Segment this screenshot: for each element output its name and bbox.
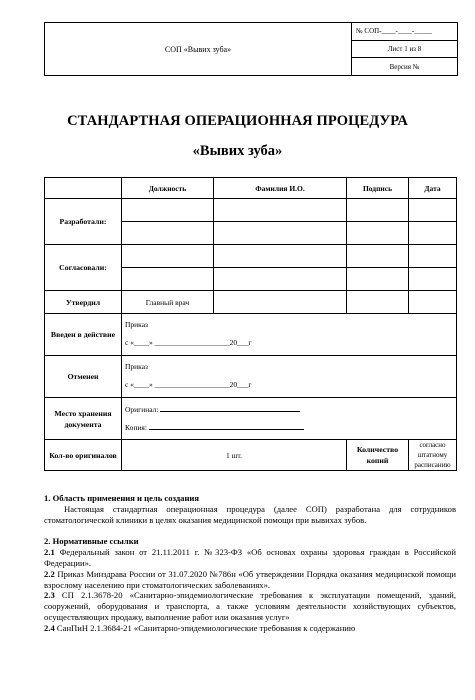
table-row [45,356,457,398]
table-cell [347,199,409,222]
storage-original-label: Оригинал: [125,404,159,414]
table-cell [214,245,347,268]
section-1-text: Настоящая стандартная операционная процедура (далее СОП) разработана для сотрудников стоматологической клиники в целях оказания медицинской помощи при вывихах зубов. [44,503,456,525]
col-position: Должность [122,178,214,199]
list-item: 2.4 СанПиН 2.1.3684-21 «Санитарно-эпидемиологические требования к содержанию [44,622,356,633]
introduced-order-label: Приказ [125,320,149,329]
col-name: Фамилия И.О. [214,178,347,199]
table-row [45,291,457,314]
storage-copy-line [125,419,453,437]
table-cell [347,291,409,314]
table-cell [214,268,347,291]
col-signature: Подпись [347,178,409,199]
header-sheet: Лист 1 из 8 [352,41,457,59]
list-item: 2.3 СП 2.1.3678-20 «Санитарно-эпидемиологические требования к эксплуатации помещений, зданий, сооружений, оборудования и транспорта, а также условиям деятельности хозяйствующих субъектов, осуществляющих продажу, выполнение работ или оказания услуг» [44,590,456,622]
copies-count-value: 1 шт. [122,440,347,471]
storage-cell [122,398,457,440]
cancelled-order-label: Приказ [125,362,149,371]
table-cell [122,199,214,222]
row-label-approved: Утвердил [45,291,122,314]
col-date: Дата [409,178,457,199]
table-cell [347,268,409,291]
section-2-title: 2. Нормативные ссылки [44,536,139,547]
copies-label: Количество копий [347,440,409,471]
section-1-title: 1. Область применения и цель создания [44,493,200,503]
table-cell [122,222,214,245]
row-label-agreed: Согласовали: [45,245,122,291]
table-cell [214,222,347,245]
table-cell [347,245,409,268]
list-item: 2.2 Приказ Минздрава России от 31.07.2020 №786н «Об утверждении Порядка оказания медицинской помощи взрослому населению при стоматологических заболеваниях». [44,568,456,590]
cancelled-order-cell [122,356,457,398]
table-row [45,245,457,268]
table-row [45,440,457,471]
list-item: 2.1 Федеральный закон от 21.11.2011 г. №323-ФЗ «Об основах охраны здоровья граждан в Российской Федерации». [44,547,456,568]
table-cell [122,245,214,268]
header-box [44,22,458,76]
document-body [44,493,456,634]
document-subtitle: «Вывих зуба» [192,143,283,159]
table-cell [214,199,347,222]
table-header-row [45,178,457,199]
row-label-cancelled: Отменен [45,356,122,398]
header-version: Версия № [389,62,420,71]
copy-underline [149,422,304,430]
table-row [45,199,457,222]
table-cell [409,291,457,314]
storage-original-line [125,401,453,419]
spacer [44,525,456,536]
table-row [45,314,457,356]
row-label-developed: Разработали: [45,199,122,245]
table-corner-cell [45,178,122,199]
row-label-storage: Место хранения документа [45,398,122,440]
copies-value: согласно штатному расписанию [409,440,457,471]
storage-copy-label: Копия: [125,422,147,432]
introduced-date-line: с «____» ____________________20___г [125,338,252,347]
table-cell [409,199,457,222]
header-meta [352,23,457,75]
table-cell [122,268,214,291]
table-cell [347,222,409,245]
introduced-order-cell [122,314,457,356]
table-row [45,398,457,440]
header-number: № СОП-____-____-_____ [352,23,457,41]
table-cell [409,222,457,245]
table-cell [409,245,457,268]
approved-position: Главный врач [122,291,214,314]
table-cell [409,268,457,291]
cancelled-date-line: с «____» ____________________20___г [125,380,252,389]
row-label-copies-count: Кол-во оригиналов [45,440,122,471]
header-doc-name: СОП «Вывих зуба» [45,23,352,75]
original-underline [160,404,300,412]
row-label-introduced: Введен в действие [45,314,122,356]
approval-table [44,177,457,471]
document-title: СТАНДАРТНАЯ ОПЕРАЦИОННАЯ ПРОЦЕДУРА [67,113,408,129]
table-cell [214,291,347,314]
